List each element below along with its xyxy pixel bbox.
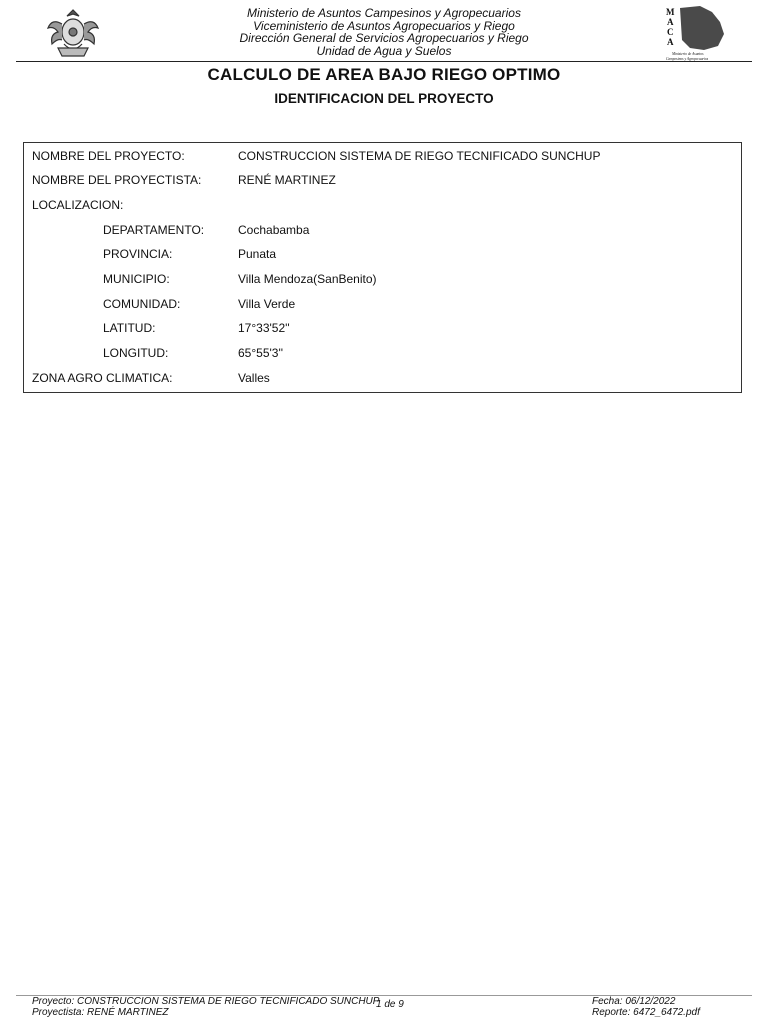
row-municipio (24, 272, 741, 292)
ministry-line-1: Ministerio de Asuntos Campesinos y Agropecuarios (247, 6, 521, 20)
comunidad-value: Villa Verde (238, 297, 296, 311)
zona-agro-climatica-label: ZONA AGRO CLIMATICA: (32, 371, 173, 385)
national-coat-of-arms-icon (44, 4, 102, 60)
header-divider (16, 61, 752, 62)
comunidad-label: COMUNIDAD: (103, 297, 181, 311)
ministry-line-3: Dirección General de Servicios Agropecuarios y Riego (239, 31, 529, 45)
row-provincia (24, 247, 741, 267)
row-zona-agro-climatica (24, 371, 741, 391)
municipio-value: Villa Mendoza(SanBenito) (238, 272, 377, 286)
footer-reporte: Reporte: 6472_6472.pdf (592, 1007, 700, 1018)
departamento-label: DEPARTAMENTO: (103, 223, 205, 237)
localizacion-label: LOCALIZACION: (32, 198, 124, 212)
row-nombre-proyecto (24, 149, 741, 169)
project-identification-box (23, 142, 742, 393)
provincia-value: Punata (238, 247, 277, 261)
footer-proyectista: Proyectista: RENÉ MARTINEZ (32, 1007, 169, 1018)
ministry-heading (200, 7, 568, 57)
maca-letter-c: C (667, 27, 674, 37)
row-departamento (24, 223, 741, 243)
proyectista-label: NOMBRE DEL PROYECTISTA: (32, 173, 202, 187)
municipio-label: MUNICIPIO: (103, 272, 170, 286)
maca-ministry-logo-icon (660, 4, 730, 62)
nombre-proyecto-value: CONSTRUCCION SISTEMA DE RIEGO TECNIFICADO SUNCHUP (238, 149, 601, 163)
maca-caption-line-1: Ministerio de Asuntos (672, 52, 704, 56)
provincia-label: PROVINCIA: (103, 247, 173, 261)
departamento-value: Cochabamba (238, 223, 310, 237)
ministry-line-2: Viceministerio de Asuntos Agropecuarios y Riego (253, 18, 515, 33)
maca-letter-m: M (666, 7, 675, 17)
ministry-line-4: Unidad de Agua y Suelos (316, 43, 452, 58)
page-header (0, 0, 768, 64)
latitud-value: 17°33'52'' (238, 321, 290, 335)
latitud-label: LATITUD: (103, 321, 156, 335)
footer-fecha: Fecha: 06/12/2022 (592, 996, 676, 1007)
maca-caption-line-2: Campesinos y Agropecuarios (666, 57, 709, 61)
nombre-proyecto-label: NOMBRE DEL PROYECTO: (32, 149, 185, 163)
row-localizacion (24, 198, 741, 218)
row-latitud (24, 321, 741, 341)
proyectista-value: RENÉ MARTINEZ (238, 173, 336, 187)
row-comunidad (24, 297, 741, 317)
row-proyectista (24, 173, 741, 193)
page-title: CALCULO DE AREA BAJO RIEGO OPTIMO (207, 65, 561, 84)
footer-page-number: 1 de 9 (376, 999, 404, 1010)
footer-proyecto: Proyecto: CONSTRUCCION SISTEMA DE RIEGO TECNIFICADO SUNCHUP (32, 996, 380, 1007)
zona-agro-climatica-value: Valles (238, 371, 270, 385)
section-title: IDENTIFICACION DEL PROYECTO (274, 91, 494, 106)
longitud-value: 65°55'3'' (238, 346, 284, 360)
maca-letter-a: A (667, 17, 674, 27)
maca-letter-a-2: A (667, 37, 674, 47)
row-longitud (24, 346, 741, 366)
footer-report-info (592, 996, 700, 1018)
longitud-label: LONGITUD: (103, 346, 169, 360)
footer-project-info (32, 996, 379, 1018)
